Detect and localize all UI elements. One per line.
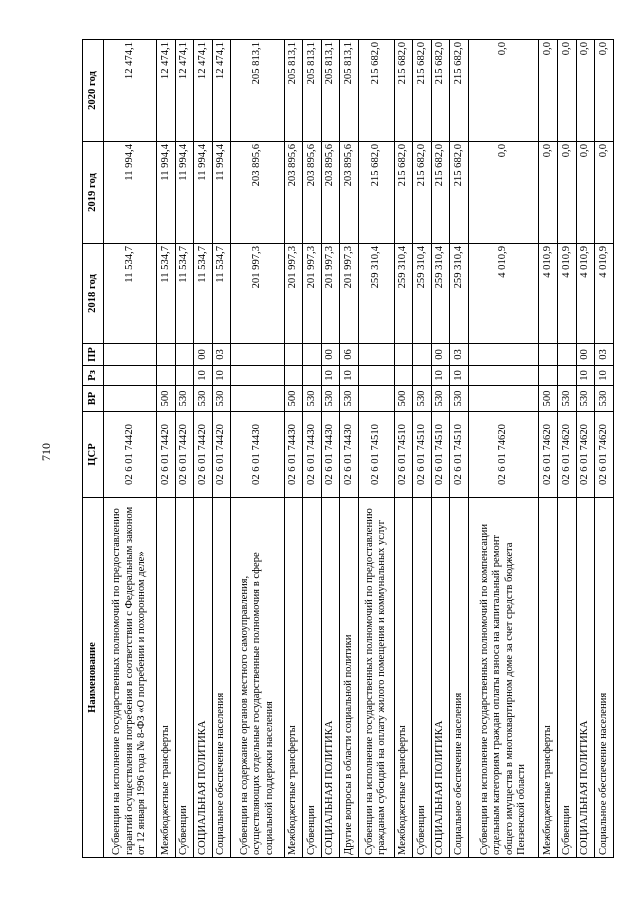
cell-y2018: 4 010,9 xyxy=(469,244,539,344)
table-row xyxy=(539,40,558,858)
cell-pr: 00 xyxy=(321,344,340,366)
cell-pr xyxy=(104,344,157,366)
table-row xyxy=(303,40,322,858)
cell-pr: 06 xyxy=(340,344,359,366)
table-row xyxy=(340,40,359,858)
cell-csr: 02 6 01 74510 xyxy=(358,412,394,498)
cell-y2020: 0,0 xyxy=(469,40,539,142)
cell-name: Субвенции на исполнение государственных полномочий по предоставлению гарантий осуществления погребения в соответствии с Федеральным законом от 12 января 1996 года № 8-ФЗ «О погребении и похоронном деле» xyxy=(104,498,157,858)
cell-pr xyxy=(231,344,284,366)
cell-vr: 500 xyxy=(157,386,176,412)
header-vr: ВР xyxy=(83,386,104,412)
cell-name: Социальное обеспечение населения xyxy=(595,498,614,858)
cell-y2020: 215 682,0 xyxy=(450,40,469,142)
cell-vr: 530 xyxy=(194,386,213,412)
table-row xyxy=(557,40,576,858)
cell-pr xyxy=(175,344,194,366)
cell-csr: 02 6 01 74430 xyxy=(231,412,284,498)
cell-vr xyxy=(231,386,284,412)
cell-name: Другие вопросы в области социальной политики xyxy=(340,498,359,858)
cell-y2018: 201 997,3 xyxy=(231,244,284,344)
cell-y2020: 12 474,1 xyxy=(157,40,176,142)
cell-pr xyxy=(284,344,303,366)
cell-name: СОЦИАЛЬНАЯ ПОЛИТИКА xyxy=(321,498,340,858)
cell-csr: 02 6 01 74620 xyxy=(557,412,576,498)
cell-pr xyxy=(157,344,176,366)
cell-name: Субвенции на исполнение государственных полномочий по компенсации отдельным категориям граждан оплаты взноса на капитальный ремонт общего имущества в многоквартирном доме за счет средств бюджета Пензенской области xyxy=(469,498,539,858)
cell-name: Межбюджетные трансферты xyxy=(539,498,558,858)
cell-y2018: 11 534,7 xyxy=(194,244,213,344)
cell-rz xyxy=(104,366,157,386)
header-row xyxy=(83,40,104,858)
cell-y2019: 203 895,6 xyxy=(303,142,322,244)
cell-y2018: 4 010,9 xyxy=(576,244,595,344)
table-row xyxy=(413,40,432,858)
header-name: Наименование xyxy=(83,498,104,858)
table-row xyxy=(284,40,303,858)
cell-pr: 03 xyxy=(450,344,469,366)
cell-rz: 10 xyxy=(450,366,469,386)
cell-vr: 500 xyxy=(284,386,303,412)
cell-csr: 02 6 01 74510 xyxy=(394,412,413,498)
cell-y2020: 205 813,1 xyxy=(284,40,303,142)
cell-y2020: 12 474,1 xyxy=(194,40,213,142)
cell-rz: 10 xyxy=(340,366,359,386)
cell-name: Социальное обеспечение населения xyxy=(450,498,469,858)
cell-y2018: 201 997,3 xyxy=(321,244,340,344)
cell-y2020: 0,0 xyxy=(557,40,576,142)
cell-rz xyxy=(394,366,413,386)
cell-csr: 02 6 01 74420 xyxy=(175,412,194,498)
cell-name: Субвенции xyxy=(303,498,322,858)
cell-csr: 02 6 01 74420 xyxy=(157,412,176,498)
cell-pr: 00 xyxy=(576,344,595,366)
cell-vr xyxy=(104,386,157,412)
cell-name: Межбюджетные трансферты xyxy=(394,498,413,858)
cell-y2020: 0,0 xyxy=(595,40,614,142)
cell-y2020: 12 474,1 xyxy=(212,40,231,142)
table-row xyxy=(212,40,231,858)
cell-name: СОЦИАЛЬНАЯ ПОЛИТИКА xyxy=(194,498,213,858)
cell-y2019: 215 682,0 xyxy=(413,142,432,244)
cell-csr: 02 6 01 74510 xyxy=(413,412,432,498)
cell-y2018: 259 310,4 xyxy=(450,244,469,344)
cell-vr: 530 xyxy=(303,386,322,412)
table-row xyxy=(231,40,284,858)
table-row xyxy=(595,40,614,858)
cell-y2018: 11 534,7 xyxy=(175,244,194,344)
cell-vr: 500 xyxy=(539,386,558,412)
table-row xyxy=(358,40,394,858)
header-csr: ЦСР xyxy=(83,412,104,498)
cell-y2019: 215 682,0 xyxy=(431,142,450,244)
cell-vr xyxy=(469,386,539,412)
cell-y2020: 205 813,1 xyxy=(321,40,340,142)
header-pr: ПР xyxy=(83,344,104,366)
cell-csr: 02 6 01 74620 xyxy=(469,412,539,498)
cell-y2019: 0,0 xyxy=(557,142,576,244)
cell-pr: 00 xyxy=(194,344,213,366)
cell-vr: 530 xyxy=(595,386,614,412)
cell-y2019: 11 994,4 xyxy=(175,142,194,244)
cell-y2019: 11 994,4 xyxy=(104,142,157,244)
rotated-table-container xyxy=(82,40,614,858)
cell-y2019: 0,0 xyxy=(595,142,614,244)
cell-name: Субвенции xyxy=(413,498,432,858)
cell-rz: 10 xyxy=(212,366,231,386)
cell-name: Субвенции xyxy=(175,498,194,858)
cell-rz: 10 xyxy=(194,366,213,386)
cell-vr: 530 xyxy=(175,386,194,412)
table-row xyxy=(321,40,340,858)
cell-y2020: 0,0 xyxy=(576,40,595,142)
cell-rz xyxy=(175,366,194,386)
cell-y2019: 215 682,0 xyxy=(358,142,394,244)
table-row xyxy=(431,40,450,858)
cell-pr: 03 xyxy=(212,344,231,366)
table-row xyxy=(469,40,539,858)
cell-rz xyxy=(539,366,558,386)
cell-rz: 10 xyxy=(321,366,340,386)
page-number: 710 xyxy=(39,443,53,461)
cell-name: Межбюджетные трансферты xyxy=(284,498,303,858)
cell-vr xyxy=(358,386,394,412)
cell-vr: 530 xyxy=(212,386,231,412)
cell-y2018: 11 534,7 xyxy=(212,244,231,344)
cell-rz xyxy=(358,366,394,386)
cell-y2019: 203 895,6 xyxy=(284,142,303,244)
cell-pr xyxy=(539,344,558,366)
cell-csr: 02 6 01 74620 xyxy=(576,412,595,498)
table-row xyxy=(194,40,213,858)
header-2020: 2020 год xyxy=(83,40,104,142)
cell-y2019: 0,0 xyxy=(539,142,558,244)
cell-y2020: 205 813,1 xyxy=(303,40,322,142)
cell-y2019: 11 994,4 xyxy=(157,142,176,244)
cell-y2019: 11 994,4 xyxy=(194,142,213,244)
cell-y2019: 203 895,6 xyxy=(340,142,359,244)
cell-y2020: 205 813,1 xyxy=(231,40,284,142)
header-2018: 2018 год xyxy=(83,244,104,344)
cell-pr xyxy=(469,344,539,366)
cell-y2020: 12 474,1 xyxy=(104,40,157,142)
cell-y2020: 215 682,0 xyxy=(358,40,394,142)
cell-y2019: 11 994,4 xyxy=(212,142,231,244)
cell-csr: 02 6 01 74430 xyxy=(340,412,359,498)
cell-rz xyxy=(469,366,539,386)
cell-rz xyxy=(413,366,432,386)
cell-rz: 10 xyxy=(431,366,450,386)
cell-csr: 02 6 01 74510 xyxy=(431,412,450,498)
cell-y2020: 205 813,1 xyxy=(340,40,359,142)
cell-csr: 02 6 01 74510 xyxy=(450,412,469,498)
cell-csr: 02 6 01 74430 xyxy=(321,412,340,498)
cell-y2018: 201 997,3 xyxy=(340,244,359,344)
cell-name: СОЦИАЛЬНАЯ ПОЛИТИКА xyxy=(431,498,450,858)
cell-rz xyxy=(284,366,303,386)
cell-csr: 02 6 01 74430 xyxy=(284,412,303,498)
cell-y2019: 203 895,6 xyxy=(231,142,284,244)
cell-pr xyxy=(557,344,576,366)
cell-csr: 02 6 01 74620 xyxy=(595,412,614,498)
cell-pr: 03 xyxy=(595,344,614,366)
cell-y2020: 12 474,1 xyxy=(175,40,194,142)
cell-y2018: 11 534,7 xyxy=(104,244,157,344)
cell-pr xyxy=(303,344,322,366)
cell-rz xyxy=(303,366,322,386)
table-row xyxy=(394,40,413,858)
cell-y2018: 4 010,9 xyxy=(595,244,614,344)
cell-y2019: 0,0 xyxy=(469,142,539,244)
cell-y2018: 259 310,4 xyxy=(413,244,432,344)
cell-vr: 530 xyxy=(340,386,359,412)
cell-vr: 530 xyxy=(576,386,595,412)
cell-y2019: 0,0 xyxy=(576,142,595,244)
table-row xyxy=(450,40,469,858)
cell-y2020: 215 682,0 xyxy=(394,40,413,142)
cell-y2020: 215 682,0 xyxy=(413,40,432,142)
cell-vr: 530 xyxy=(450,386,469,412)
cell-y2018: 4 010,9 xyxy=(539,244,558,344)
cell-vr: 530 xyxy=(431,386,450,412)
cell-csr: 02 6 01 74420 xyxy=(104,412,157,498)
cell-pr: 00 xyxy=(431,344,450,366)
budget-table xyxy=(82,39,614,858)
cell-rz xyxy=(157,366,176,386)
table-body xyxy=(104,40,614,858)
cell-name: СОЦИАЛЬНАЯ ПОЛИТИКА xyxy=(576,498,595,858)
cell-name: Социальное обеспечение населения xyxy=(212,498,231,858)
cell-csr: 02 6 01 74420 xyxy=(194,412,213,498)
cell-rz xyxy=(557,366,576,386)
cell-y2018: 4 010,9 xyxy=(557,244,576,344)
cell-name: Субвенции на исполнение государственных полномочий по предоставлению гражданам субсидий на оплату жилого помещения и коммунальных услуг xyxy=(358,498,394,858)
header-2019: 2019 год xyxy=(83,142,104,244)
cell-y2018: 259 310,4 xyxy=(394,244,413,344)
cell-rz: 10 xyxy=(576,366,595,386)
cell-y2019: 215 682,0 xyxy=(450,142,469,244)
cell-rz: 10 xyxy=(595,366,614,386)
cell-y2019: 215 682,0 xyxy=(394,142,413,244)
cell-name: Субвенции на содержание органов местного самоуправления, осуществляющих отдельные государственные полномочия в сфере социальной поддержки населения xyxy=(231,498,284,858)
cell-vr: 500 xyxy=(394,386,413,412)
cell-pr xyxy=(358,344,394,366)
cell-csr: 02 6 01 74420 xyxy=(212,412,231,498)
cell-vr: 530 xyxy=(557,386,576,412)
table-row xyxy=(175,40,194,858)
cell-y2018: 259 310,4 xyxy=(358,244,394,344)
cell-y2018: 201 997,3 xyxy=(284,244,303,344)
cell-name: Субвенции xyxy=(557,498,576,858)
cell-vr: 530 xyxy=(413,386,432,412)
cell-pr xyxy=(394,344,413,366)
cell-y2018: 201 997,3 xyxy=(303,244,322,344)
cell-csr: 02 6 01 74430 xyxy=(303,412,322,498)
cell-y2018: 11 534,7 xyxy=(157,244,176,344)
cell-rz xyxy=(231,366,284,386)
table-row xyxy=(104,40,157,858)
cell-vr: 530 xyxy=(321,386,340,412)
cell-y2018: 259 310,4 xyxy=(431,244,450,344)
cell-csr: 02 6 01 74620 xyxy=(539,412,558,498)
header-rz: Рз xyxy=(83,366,104,386)
cell-y2020: 0,0 xyxy=(539,40,558,142)
table-row xyxy=(576,40,595,858)
cell-name: Межбюджетные трансферты xyxy=(157,498,176,858)
cell-y2019: 203 895,6 xyxy=(321,142,340,244)
cell-y2020: 215 682,0 xyxy=(431,40,450,142)
table-row xyxy=(157,40,176,858)
cell-pr xyxy=(413,344,432,366)
